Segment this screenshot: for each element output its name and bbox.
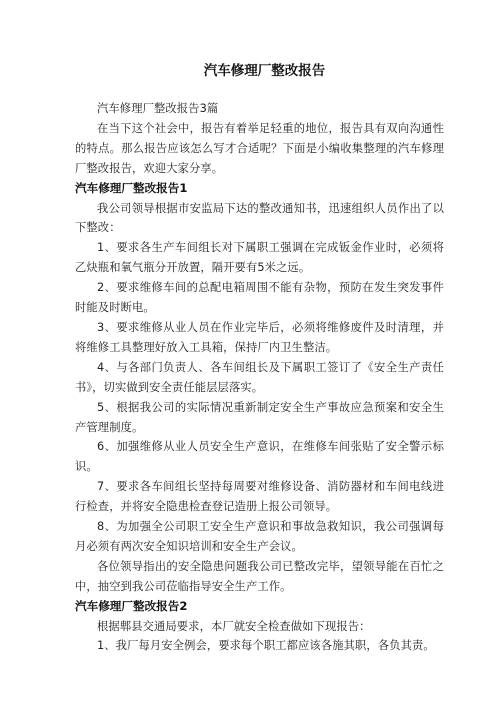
section-1-lead: 我公司领导根据市安监局下达的整改通知书，迅速组织人员作出了以下整改： [75, 201, 444, 235]
section-1-item-4: 4、与各部门负责人、各车间组长及下属职工签订了《安全生产责任书》，切实做到安全责任能层层落实。 [75, 360, 444, 394]
document-title: 汽车修理厂整改报告 [203, 63, 326, 79]
section-2-lead: 根据郫县交通局要求，本厂就安全检查做如下现报告： [97, 619, 371, 633]
section-1-item-3: 3、要求维修从业人员在作业完毕后，必须将维修废件及时清理，并将维修工具整理好放入工具箱，保持厂内卫生整洁。 [75, 320, 444, 354]
section-1-item-7: 7、要求各车间组长坚持每周要对维修设备、消防器材和车间电线进行检查，并将安全隐患检查登记造册上报公司领导。 [75, 480, 444, 514]
section-1-item-8: 8、为加强全公司职工安全生产意识和事故急救知识，我公司强调每月必须有两次安全知识培训和安全生产会议。 [75, 520, 444, 553]
section-1-item-2: 2、要求维修车间的总配电箱周围不能有杂物，预防在发生突发事件时能及时断电。 [75, 281, 444, 315]
section-2-heading: 汽车修理厂整改报告2 [75, 598, 188, 613]
section-1-item-6: 6、加强维修从业人员安全生产意识，在维修车间张贴了安全警示标识。 [75, 440, 444, 474]
section-1-item-5: 5、根据我公司的实际情况重新制定安全生产事故应急预案和安全生产管理制度。 [75, 400, 444, 434]
intro-heading: 汽车修理厂整改报告3篇 [97, 102, 219, 115]
section-1-heading: 汽车修理厂整改报告1 [75, 180, 188, 195]
intro-paragraph: 在当下这个社会中，报告有着举足轻重的地位，报告具有双向沟通性的特点。那么报告应该怎么写才合适呢？下面是小编收集整理的汽车修理厂整改报告，欢迎大家分享。 [75, 121, 444, 175]
section-1-closing: 各位领导指出的安全隐患问题我公司已整改完毕，望领导能在百忙之中，抽空到我公司莅临指导安全生产工作。 [75, 559, 444, 593]
section-2-item-1: 1、我厂每月安全例会，要求每个职工都应该各施其职，各负其责。 [97, 639, 435, 653]
section-1-item-1: 1、要求各生产车间组长对下属职工强调在完成钣金作业时，必须将乙炔瓶和氧气瓶分开放置，隔开要有5米之远。 [75, 241, 444, 275]
